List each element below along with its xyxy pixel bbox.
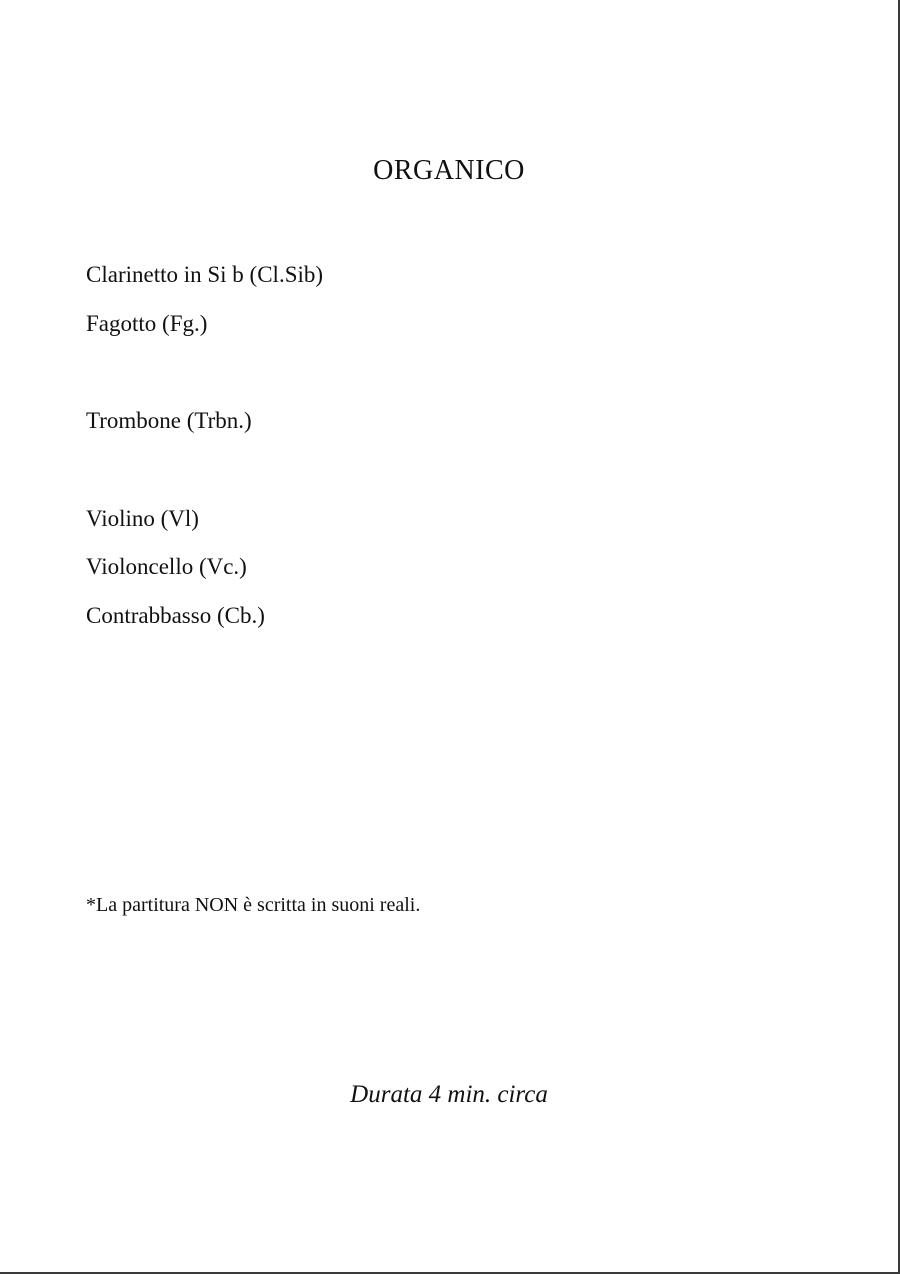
page-title: ORGANICO	[373, 155, 525, 186]
instrument-bassoon: Fagotto (Fg.)	[86, 311, 208, 336]
instrument-cello: Violoncello (Vc.)	[86, 554, 247, 579]
transposition-note: *La partitura NON è scritta in suoni reali.	[86, 894, 421, 916]
instrument-violin: Violino (Vl)	[86, 506, 199, 531]
instrument-double-bass: Contrabbasso (Cb.)	[86, 603, 265, 628]
instrument-clarinet: Clarinetto in Si b (Cl.Sib)	[86, 262, 324, 287]
duration-text: Durata 4 min. circa	[350, 1081, 548, 1108]
instrument-trombone: Trombone (Trbn.)	[86, 408, 252, 433]
